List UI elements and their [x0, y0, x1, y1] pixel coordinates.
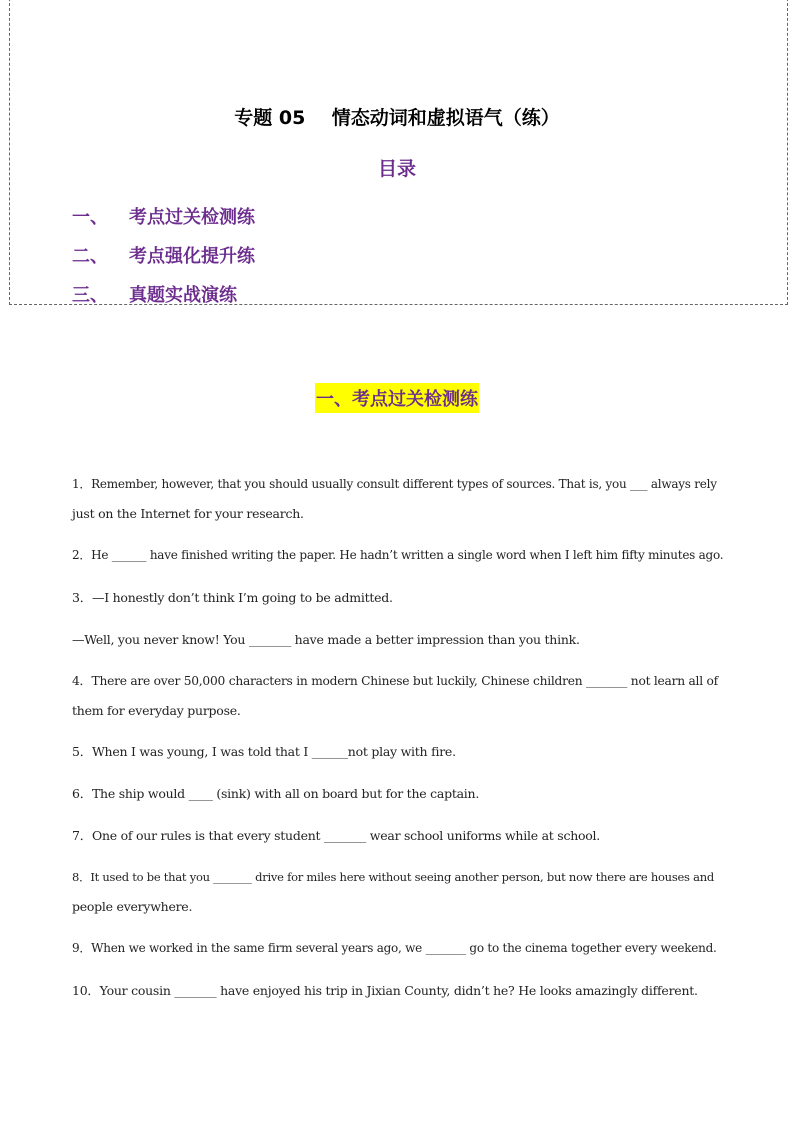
toc-item-number: 二、 [72, 246, 108, 267]
question-line: people everywhere. [72, 899, 193, 914]
question-line: —Well, you never know! You _______ have made a better impression than you think. [72, 632, 580, 647]
question-line: them for everyday purpose. [72, 703, 241, 718]
question-7 [72, 821, 724, 850]
question-line: 4．There are over 50,000 characters in modern Chinese but luckily, Chinese children _______ not learn all of [72, 674, 718, 688]
question-8 [72, 863, 724, 921]
question-3 [72, 583, 724, 612]
toc-item-number: 一、 [72, 207, 108, 228]
question-6 [72, 779, 724, 808]
question-2 [72, 541, 724, 570]
document-title: 专题 05 情态动词和虚拟语气（练） [234, 107, 560, 129]
question-line: 5．When I was young, I was told that I ______not play with fire. [72, 744, 456, 759]
toc-item-2[interactable] [72, 242, 255, 268]
toc-item-3[interactable] [72, 281, 237, 307]
question-10 [72, 976, 724, 1005]
toc-item-number: 三、 [72, 285, 108, 306]
question-5 [72, 737, 724, 766]
question-line: 2．He ______ have finished writing the paper. He hadn’t written a single word when I left him fifty minutes ago. [72, 548, 724, 562]
toc-heading: 目录 [377, 158, 416, 180]
toc-item-label: 真题实战演练 [129, 285, 237, 306]
question-line: 3．—I honestly don’t think I’m going to be admitted. [72, 590, 393, 605]
question-1 [72, 470, 724, 528]
toc-item-1[interactable] [72, 203, 255, 229]
question-line: 9．When we worked in the same firm several years ago, we _______ go to the cinema together every weekend. [72, 941, 717, 955]
question-line: just on the Internet for your research. [72, 506, 304, 521]
question-line: 7．One of our rules is that every student _______ wear school uniforms while at school. [72, 828, 601, 843]
question-4 [72, 667, 724, 725]
question-3-reply [72, 625, 724, 654]
question-line: 8．It used to be that you _______ drive for miles here without seeing another person, but now there are houses and [72, 870, 714, 884]
question-9 [72, 934, 724, 963]
question-line: 6．The ship would ____ (sink) with all on board but for the captain. [72, 786, 480, 801]
toc-item-label: 考点强化提升练 [129, 246, 255, 267]
toc-item-label: 考点过关检测练 [129, 207, 255, 228]
section-heading: 一、考点过关检测练 [315, 383, 479, 413]
question-line: 10．Your cousin _______ have enjoyed his trip in Jixian County, didn’t he? He looks amazingly different. [72, 983, 698, 998]
question-line: 1．Remember, however, that you should usually consult different types of sources. That is, you ___ always rely [72, 477, 717, 491]
section-heading-row [0, 383, 794, 413]
